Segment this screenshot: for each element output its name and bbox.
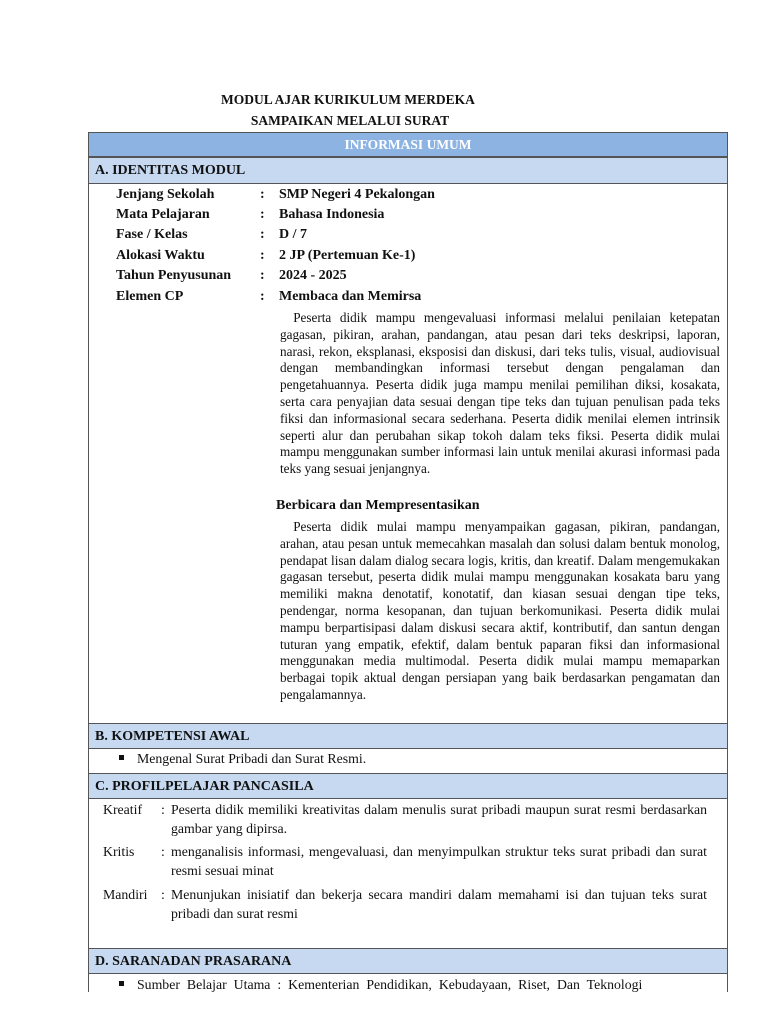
cp-berbicara-paragraph: Peserta didik mulai mampu menyampaikan gagasan, pikiran, pandangan, arahan, atau pesan untuk memecahkan masalah dan solusi dalam bentuk monolog, pendapat lisan dalam dialog secara logis, kritis, dan kreatif. Dalam mengemukakan gagasan tersebut, peserta didik mulai mampu menggunakan kosakata baru yang memiliki makna denotatif, konotatif, dan kiasan sesuai dengan tipe teks, pendengar, norma kesopanan, dan tujuan berkomunikasi. Peserta didik mulai mampu berpartisipasi dalam diskusi secara aktif, kontributif, dan santun dengan tuturan yang empatik, efektif, dalam bentuk paparan fiksi dan informasional menggunakan media multimodal. Peserta didik mulai mampu memaparkan berbagai topik aktual dengan persiapan yang baik berdasarkan pengamatan dan pengalamannya.	[280, 519, 720, 702]
document-title: MODUL AJAR KURIKULUM MERDEKA	[221, 92, 475, 107]
identity-colon: :	[260, 248, 265, 263]
profil-text: Menunjukan inisiatif dan bekerja secara mandiri dalam memahami isi dan tujuan teks surat pribadi dan surat resmi	[171, 887, 707, 921]
identity-label: Jenjang Sekolah	[116, 187, 215, 202]
bullet-icon	[119, 755, 124, 760]
section-b-heading: B. KOMPETENSI AWAL	[89, 723, 727, 749]
kompetensi-list-item	[119, 751, 366, 767]
identity-colon: :	[260, 289, 265, 304]
kompetensi-text: Mengenal Surat Pribadi dan Surat Resmi.	[137, 751, 367, 766]
profil-item-kritis	[103, 843, 707, 881]
bullet-icon	[119, 981, 124, 986]
berbicara-heading: Berbicara dan Mempresentasikan	[276, 498, 480, 513]
section-c-heading: C. PROFILPELAJAR PANCASILA	[89, 773, 727, 799]
profil-colon: :	[161, 887, 165, 902]
cp-membaca-paragraph: Peserta didik mampu mengevaluasi informasi melalui penilaian ketepatan gagasan, pikiran, arahan, pandangan, atau pesan dari teks deskripsi, laporan, narasi, rekon, eksplanasi, eksposisi dan diskusi, dari teks tulis, visual, audiovisual dengan membandingkan informasi tersebut dengan pengalaman dan pengetahuannya. Peserta didik juga mampu menilai pemilihan diksi, kosakata, serta cara penyajian data sesuai dengan tipe teks dan tujuan penulisan pada teks fiksi dan informasional secara sederhana. Peserta didik menilai elemen intrinsik seperti alur dan perubahan sikap tokoh dalam teks fiksi. Peserta didik mulai mampu menggunakan sumber informasi lain untuk menilai akurasi informasi pada teks yang sesuai jenjangnya.	[280, 310, 720, 477]
identity-value: 2024 - 2025	[279, 268, 347, 283]
profil-item-kreatif	[103, 801, 707, 839]
sarana-text: Sumber Belajar Utama : Kementerian Pendidikan, Kebudayaan, Riset, Dan Teknologi	[137, 977, 643, 992]
profil-text: Peserta didik memiliki kreativitas dalam menulis surat pribadi maupun surat resmi berdasarkan gambar yang dipirsa.	[171, 802, 707, 836]
document-subtitle: SAMPAIKAN MELALUI SURAT	[250, 113, 450, 128]
profil-colon: :	[161, 844, 165, 859]
identity-label: Fase / Kelas	[116, 227, 188, 242]
profil-text: menganalisis informasi, mengevaluasi, dan menyimpulkan struktur teks surat pribadi dan surat resmi sesuai minat	[171, 844, 707, 878]
section-d-heading: D. SARANADAN PRASARANA	[89, 948, 727, 974]
identity-colon: :	[260, 268, 265, 283]
profil-item-mandiri	[103, 886, 707, 924]
profil-label: Kreatif	[103, 802, 143, 817]
identity-label: Mata Pelajaran	[116, 207, 210, 222]
identity-value: 2 JP (Pertemuan Ke-1)	[279, 248, 416, 263]
sarana-list-item	[119, 977, 642, 993]
identity-value: Bahasa Indonesia	[279, 207, 385, 222]
profil-colon: :	[161, 802, 165, 817]
section-a-heading: A. IDENTITAS MODUL	[89, 157, 727, 184]
info-umum-header: INFORMASI UMUM	[89, 133, 727, 157]
identity-colon: :	[260, 187, 265, 202]
identity-label: Tahun Penyusunan	[116, 268, 232, 283]
profil-label: Kritis	[103, 844, 135, 859]
identity-label: Elemen CP	[116, 289, 184, 304]
profil-label: Mandiri	[103, 887, 148, 902]
identity-value: Membaca dan Memirsa	[279, 289, 422, 304]
identity-label: Alokasi Waktu	[116, 248, 205, 263]
identity-value: D / 7	[279, 227, 307, 242]
module-table	[88, 132, 728, 992]
identity-colon: :	[260, 207, 265, 222]
identity-colon: :	[260, 227, 265, 242]
identity-value: SMP Negeri 4 Pekalongan	[279, 187, 435, 202]
